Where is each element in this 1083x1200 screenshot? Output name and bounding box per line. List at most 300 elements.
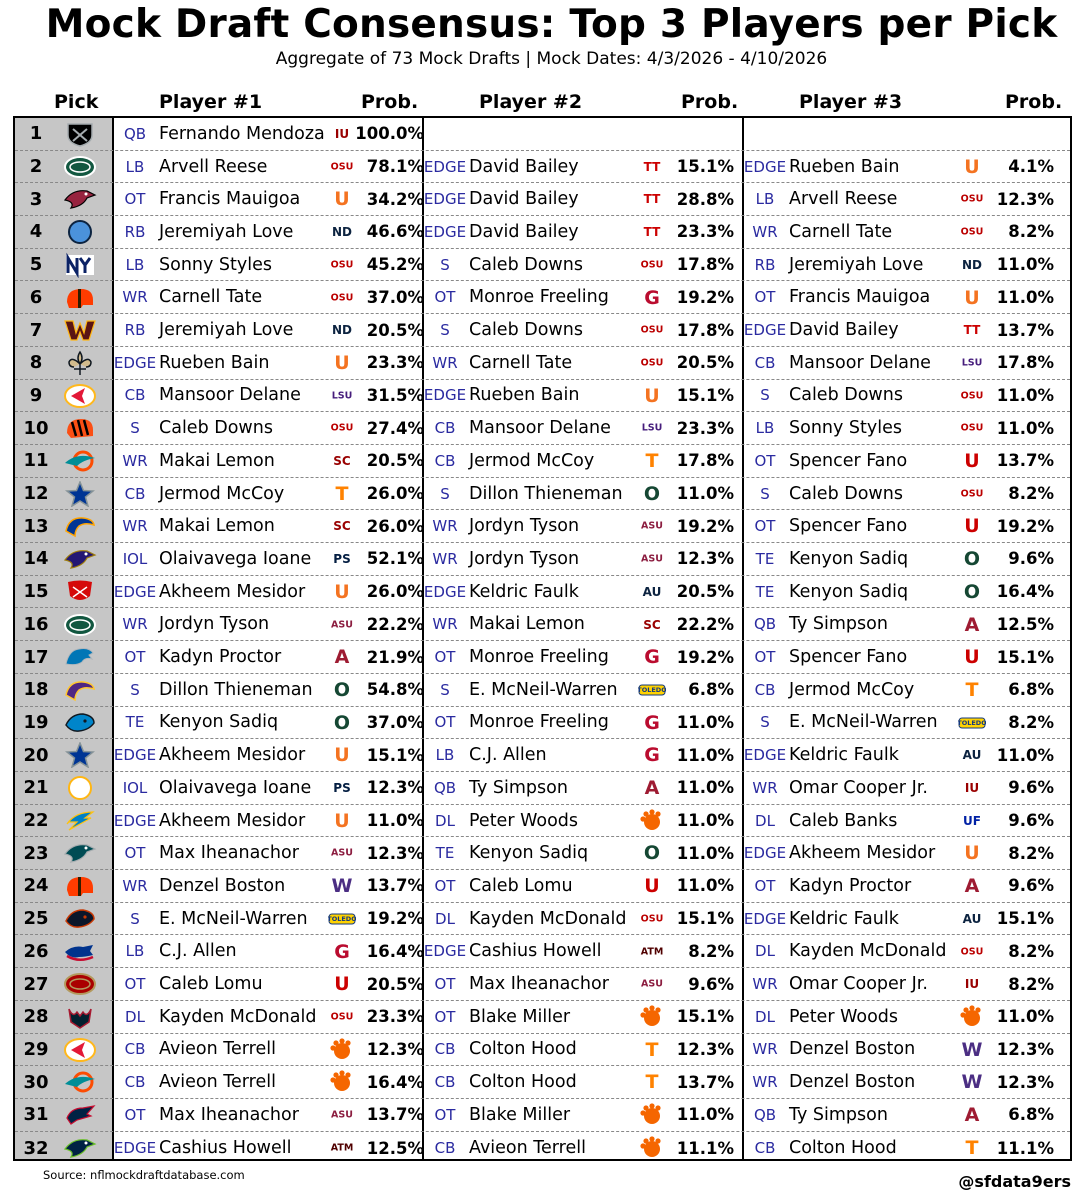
patriots-logo-icon bbox=[63, 1102, 97, 1128]
svg-text:OSU: OSU bbox=[960, 193, 984, 205]
pick-number: 23 bbox=[23, 842, 49, 864]
svg-text:U: U bbox=[964, 646, 980, 669]
probability: 11.0% bbox=[676, 1105, 734, 1125]
player-name: Makai Lemon bbox=[469, 614, 585, 635]
probability: 6.8% bbox=[1008, 1105, 1054, 1125]
probability: 20.5% bbox=[676, 353, 734, 373]
probability: 19.2% bbox=[676, 516, 734, 536]
probability: 8.2% bbox=[1008, 941, 1054, 961]
svg-text:U: U bbox=[334, 973, 350, 996]
svg-text:ND: ND bbox=[331, 323, 353, 338]
probability: 19.2% bbox=[996, 516, 1054, 536]
probability: 17.8% bbox=[676, 255, 734, 275]
position-label: CB bbox=[124, 484, 146, 503]
table-row bbox=[15, 282, 1070, 315]
svg-text:ASU: ASU bbox=[331, 847, 353, 859]
player-name: Caleb Banks bbox=[789, 810, 898, 831]
position-label: CB bbox=[754, 353, 776, 372]
svg-text:UF: UF bbox=[963, 813, 981, 828]
svg-text:AU: AU bbox=[642, 584, 662, 599]
probability: 11.0% bbox=[676, 876, 734, 896]
position-label: CB bbox=[124, 1073, 146, 1092]
probability: 23.3% bbox=[366, 1007, 424, 1027]
player-name: C.J. Allen bbox=[159, 941, 237, 962]
probability: 37.0% bbox=[366, 712, 424, 732]
pick-number: 10 bbox=[23, 417, 49, 439]
player-name: Max Iheanachor bbox=[159, 1104, 299, 1125]
position-label: QB bbox=[123, 124, 147, 143]
table-row bbox=[15, 380, 1070, 413]
probability: 17.8% bbox=[676, 320, 734, 340]
probability: 11.0% bbox=[676, 484, 734, 504]
position-label: S bbox=[130, 680, 140, 699]
probability: 45.2% bbox=[366, 255, 424, 275]
probability: 15.1% bbox=[996, 647, 1054, 667]
position-label: LB bbox=[125, 942, 145, 961]
svg-text:T: T bbox=[645, 450, 659, 472]
probability: 23.3% bbox=[676, 418, 734, 438]
jets-logo-icon bbox=[63, 154, 97, 180]
position-label: OT bbox=[434, 1007, 456, 1026]
svg-text:ND: ND bbox=[331, 225, 353, 240]
svg-text:OSU: OSU bbox=[960, 946, 984, 957]
probability: 37.0% bbox=[366, 287, 424, 307]
probability: 26.0% bbox=[366, 516, 424, 536]
position-label: EDGE bbox=[423, 386, 467, 405]
position-label: WR bbox=[432, 615, 458, 634]
player-name: David Bailey bbox=[789, 320, 899, 341]
table-row bbox=[15, 968, 1070, 1001]
position-label: OT bbox=[754, 517, 776, 536]
pick-number: 17 bbox=[23, 646, 49, 668]
svg-text:W: W bbox=[331, 875, 353, 898]
probability: 13.7% bbox=[996, 451, 1054, 471]
pick-number: 15 bbox=[23, 581, 49, 603]
position-label: QB bbox=[753, 615, 777, 634]
svg-text:OSU: OSU bbox=[960, 422, 984, 434]
pick-number: 9 bbox=[29, 384, 43, 406]
player-name: Avieon Terrell bbox=[159, 1039, 276, 1060]
pick-number: 27 bbox=[23, 973, 49, 995]
player-name: Caleb Lomu bbox=[469, 875, 573, 896]
svg-text:U: U bbox=[964, 286, 980, 309]
player-name: Caleb Lomu bbox=[159, 974, 263, 995]
svg-text:IU: IU bbox=[964, 781, 980, 795]
svg-text:OSU: OSU bbox=[960, 226, 984, 238]
player-name: Francis Mauigoa bbox=[789, 287, 931, 308]
player-name: Colton Hood bbox=[469, 1072, 577, 1093]
svg-text:U: U bbox=[334, 188, 350, 211]
player-name: Fernando Mendoza bbox=[159, 123, 325, 144]
probability: 19.2% bbox=[676, 287, 734, 307]
table-row bbox=[15, 1001, 1070, 1034]
player-name: Caleb Downs bbox=[789, 483, 903, 504]
position-label: CB bbox=[754, 1139, 776, 1158]
probability: 8.2% bbox=[1008, 484, 1054, 504]
probability: 22.2% bbox=[676, 614, 734, 634]
probability: 28.8% bbox=[676, 189, 734, 209]
svg-text:T: T bbox=[965, 678, 979, 701]
probability: 9.6% bbox=[688, 974, 734, 994]
svg-text:ASU: ASU bbox=[331, 619, 353, 630]
probability: 12.3% bbox=[676, 549, 734, 569]
player-name: Ty Simpson bbox=[789, 1104, 888, 1125]
svg-text:U: U bbox=[964, 842, 980, 865]
svg-text:ND: ND bbox=[961, 257, 983, 272]
jets-logo-icon bbox=[63, 612, 97, 638]
player-name: Rueben Bain bbox=[789, 156, 900, 177]
table-row bbox=[15, 1099, 1070, 1132]
table-row bbox=[15, 609, 1070, 642]
svg-text:A: A bbox=[964, 875, 980, 898]
svg-text:U: U bbox=[644, 875, 660, 898]
player-name: Akheem Mesidor bbox=[159, 745, 306, 766]
svg-text:G: G bbox=[334, 940, 350, 963]
probability: 11.0% bbox=[676, 778, 734, 798]
probability: 17.8% bbox=[996, 353, 1054, 373]
player-name: C.J. Allen bbox=[469, 745, 547, 766]
player-name: Monroe Freeling bbox=[469, 647, 609, 668]
probability: 9.6% bbox=[1008, 549, 1054, 569]
svg-text:W: W bbox=[961, 1038, 983, 1061]
player-name: Denzel Boston bbox=[789, 1072, 916, 1093]
position-label: TE bbox=[125, 713, 145, 732]
position-label: OT bbox=[434, 1105, 456, 1124]
position-label: DL bbox=[125, 1007, 145, 1026]
position-label: OT bbox=[754, 876, 776, 895]
pick-number: 8 bbox=[29, 352, 43, 374]
position-label: OT bbox=[124, 975, 146, 994]
position-label: QB bbox=[433, 778, 457, 797]
position-label: DL bbox=[755, 942, 775, 961]
probability: 8.2% bbox=[1008, 974, 1054, 994]
player-name: Kayden McDonald bbox=[469, 908, 627, 929]
eagles-logo-icon bbox=[63, 840, 97, 866]
table-row bbox=[15, 707, 1070, 740]
player-name: Caleb Downs bbox=[469, 254, 583, 275]
player-name: Mansoor Delane bbox=[159, 385, 301, 406]
raiders-logo-icon bbox=[63, 121, 97, 147]
author-handle: @sfdata9ers bbox=[958, 1172, 1071, 1191]
pick-number: 3 bbox=[29, 188, 43, 210]
pick-number: 22 bbox=[23, 810, 49, 832]
player-name: Jordyn Tyson bbox=[469, 548, 580, 569]
pick-number: 24 bbox=[23, 875, 49, 897]
pick-number: 29 bbox=[23, 1038, 49, 1060]
player-name: Kenyon Sadiq bbox=[159, 712, 279, 733]
svg-text:U: U bbox=[334, 744, 350, 767]
position-label: S bbox=[440, 484, 450, 503]
player-name: Denzel Boston bbox=[789, 1039, 916, 1060]
table-row bbox=[15, 1132, 1070, 1165]
header-player-2: Player #2 bbox=[479, 91, 583, 113]
header-prob-2: Prob. bbox=[681, 91, 739, 113]
probability: 100.0% bbox=[355, 124, 424, 144]
player-name: Jordyn Tyson bbox=[159, 614, 270, 635]
position-label: OT bbox=[434, 975, 456, 994]
position-label: CB bbox=[124, 1040, 146, 1059]
position-label: EDGE bbox=[743, 844, 787, 863]
probability: 11.0% bbox=[676, 843, 734, 863]
header-pick: Pick bbox=[54, 91, 99, 113]
position-label: OT bbox=[124, 190, 146, 209]
player-name: Monroe Freeling bbox=[469, 712, 609, 733]
player-name: Olaivavega Ioane bbox=[159, 548, 312, 569]
player-name: Jeremiyah Love bbox=[159, 221, 294, 242]
probability: 12.3% bbox=[996, 189, 1054, 209]
player-name: Francis Mauigoa bbox=[159, 189, 301, 210]
player-name: Keldric Faulk bbox=[789, 908, 899, 929]
pick-number: 26 bbox=[23, 940, 49, 962]
probability: 15.1% bbox=[676, 157, 734, 177]
player-name: David Bailey bbox=[469, 221, 579, 242]
player-name: E. McNeil-Warren bbox=[789, 712, 938, 733]
position-label: RB bbox=[124, 222, 146, 241]
probability: 16.4% bbox=[996, 582, 1054, 602]
player-name: Cashius Howell bbox=[469, 941, 602, 962]
pick-number: 13 bbox=[23, 515, 49, 537]
table-row bbox=[15, 837, 1070, 870]
probability: 4.1% bbox=[1008, 157, 1054, 177]
probability: 12.3% bbox=[996, 1039, 1054, 1059]
source-note: Source: nflmockdraftdatabase.com bbox=[43, 1168, 245, 1182]
svg-text:A: A bbox=[644, 777, 660, 799]
49ers-logo-icon bbox=[63, 971, 97, 997]
svg-text:T: T bbox=[645, 1038, 659, 1061]
player-name: Max Iheanachor bbox=[159, 843, 299, 864]
svg-text:T: T bbox=[965, 1136, 979, 1159]
player-name: Colton Hood bbox=[789, 1138, 897, 1159]
player-name: Akheem Mesidor bbox=[789, 843, 936, 864]
probability: 8.2% bbox=[1008, 843, 1054, 863]
position-label: LB bbox=[755, 419, 775, 438]
player-name: Ty Simpson bbox=[789, 614, 888, 635]
position-label: EDGE bbox=[113, 1139, 157, 1158]
probability: 15.1% bbox=[676, 1007, 734, 1027]
player-name: Akheem Mesidor bbox=[159, 810, 306, 831]
position-label: DL bbox=[755, 811, 775, 830]
probability: 6.8% bbox=[1008, 680, 1054, 700]
pick-number: 14 bbox=[23, 548, 49, 570]
player-name: Kenyon Sadiq bbox=[789, 548, 909, 569]
position-label: S bbox=[440, 680, 450, 699]
position-label: EDGE bbox=[113, 811, 157, 830]
svg-text:ATM: ATM bbox=[330, 1142, 354, 1154]
player-name: Carnell Tate bbox=[789, 221, 893, 242]
svg-text:G: G bbox=[644, 646, 660, 669]
position-label: EDGE bbox=[743, 746, 787, 765]
position-label: EDGE bbox=[113, 746, 157, 765]
table-row bbox=[15, 510, 1070, 543]
position-label: EDGE bbox=[423, 157, 467, 176]
position-label: EDGE bbox=[113, 582, 157, 601]
player-name: Monroe Freeling bbox=[469, 287, 609, 308]
chiefs-logo-icon bbox=[63, 383, 97, 409]
draft-board bbox=[13, 116, 1072, 1161]
svg-text:U: U bbox=[644, 384, 660, 407]
position-label: OT bbox=[434, 876, 456, 895]
pick-number: 25 bbox=[23, 908, 49, 930]
table-row bbox=[15, 576, 1070, 609]
probability: 9.6% bbox=[1008, 876, 1054, 896]
probability: 16.4% bbox=[366, 941, 424, 961]
svg-text:O: O bbox=[643, 842, 661, 865]
probability: 46.6% bbox=[366, 222, 424, 242]
player-name: Keldric Faulk bbox=[469, 581, 579, 602]
player-name: Carnell Tate bbox=[159, 287, 263, 308]
giants-logo-icon bbox=[63, 252, 97, 278]
table-row bbox=[15, 412, 1070, 445]
player-name: Kadyn Proctor bbox=[159, 647, 282, 668]
position-label: EDGE bbox=[423, 190, 467, 209]
player-name: Mansoor Delane bbox=[469, 418, 611, 439]
player-name: Sonny Styles bbox=[159, 254, 272, 275]
probability: 8.2% bbox=[1008, 712, 1054, 732]
player-name: Jeremiyah Love bbox=[159, 320, 294, 341]
table-row bbox=[15, 445, 1070, 478]
page-subtitle: Aggregate of 73 Mock Drafts | Mock Dates: 4/3/2026 - 4/10/2026 bbox=[275, 49, 828, 69]
position-label: WR bbox=[752, 222, 778, 241]
position-label: EDGE bbox=[743, 909, 787, 928]
position-label: WR bbox=[752, 778, 778, 797]
vikings-logo-icon bbox=[63, 677, 97, 703]
header-prob-1: Prob. bbox=[361, 91, 419, 113]
svg-text:U: U bbox=[334, 351, 350, 374]
table-row bbox=[15, 1066, 1070, 1099]
svg-text:OSU: OSU bbox=[330, 422, 354, 434]
svg-text:OSU: OSU bbox=[960, 488, 984, 500]
dolphins-logo-icon bbox=[63, 448, 97, 474]
table-row bbox=[15, 805, 1070, 838]
probability: 9.6% bbox=[1008, 811, 1054, 831]
player-name: Caleb Downs bbox=[789, 385, 903, 406]
probability: 22.2% bbox=[366, 614, 424, 634]
svg-text:OSU: OSU bbox=[640, 913, 664, 925]
svg-text:O: O bbox=[333, 711, 351, 734]
player-name: Omar Cooper Jr. bbox=[789, 974, 928, 995]
position-label: RB bbox=[124, 321, 146, 340]
probability: 12.3% bbox=[996, 1072, 1054, 1092]
ravens-logo-icon bbox=[63, 546, 97, 572]
svg-text:PS: PS bbox=[333, 781, 351, 795]
probability: 11.0% bbox=[996, 745, 1054, 765]
player-name: Jeremiyah Love bbox=[789, 254, 924, 275]
position-label: LB bbox=[435, 746, 455, 765]
probability: 8.2% bbox=[1008, 222, 1054, 242]
position-label: EDGE bbox=[423, 222, 467, 241]
player-name: Max Iheanachor bbox=[469, 974, 609, 995]
table-row bbox=[15, 183, 1070, 216]
bears-logo-icon bbox=[63, 906, 97, 932]
svg-text:ATM: ATM bbox=[640, 946, 664, 957]
svg-text:A: A bbox=[334, 646, 350, 669]
probability: 15.1% bbox=[676, 385, 734, 405]
player-name: Kadyn Proctor bbox=[789, 875, 912, 896]
probability: 23.3% bbox=[676, 222, 734, 242]
svg-text:OSU: OSU bbox=[640, 324, 664, 336]
probability: 16.4% bbox=[366, 1072, 424, 1092]
table-row bbox=[15, 151, 1070, 184]
browns-logo-icon bbox=[63, 873, 97, 899]
probability: 8.2% bbox=[688, 941, 734, 961]
position-label: WR bbox=[122, 451, 148, 470]
texans-logo-icon bbox=[63, 1004, 97, 1030]
player-name: Omar Cooper Jr. bbox=[789, 777, 928, 798]
pick-number: 19 bbox=[23, 711, 49, 733]
player-name: Dillon Thieneman bbox=[159, 679, 313, 700]
svg-text:AU: AU bbox=[962, 748, 982, 763]
probability: 12.3% bbox=[366, 843, 424, 863]
svg-text:TOLEDO: TOLEDO bbox=[328, 914, 356, 923]
position-label: DL bbox=[435, 811, 455, 830]
svg-text:ASU: ASU bbox=[641, 978, 663, 990]
svg-text:W: W bbox=[961, 1071, 983, 1094]
cowboys-logo-icon bbox=[63, 481, 97, 507]
svg-text:ASU: ASU bbox=[641, 520, 663, 532]
probability: 15.1% bbox=[366, 745, 424, 765]
position-label: WR bbox=[432, 353, 458, 372]
player-name: E. McNeil-Warren bbox=[159, 908, 308, 929]
probability: 26.0% bbox=[366, 582, 424, 602]
svg-text:G: G bbox=[644, 711, 660, 734]
probability: 12.3% bbox=[676, 1039, 734, 1059]
probability: 13.7% bbox=[996, 320, 1054, 340]
svg-text:ASU: ASU bbox=[641, 553, 663, 565]
pick-number: 1 bbox=[29, 123, 43, 145]
player-name: Caleb Downs bbox=[469, 320, 583, 341]
header-prob-3: Prob. bbox=[1005, 91, 1063, 113]
position-label: S bbox=[440, 321, 450, 340]
pick-number: 12 bbox=[23, 483, 49, 505]
pick-number: 30 bbox=[23, 1071, 49, 1093]
svg-text:LSU: LSU bbox=[641, 422, 663, 434]
probability: 13.7% bbox=[366, 1105, 424, 1125]
lions-logo-icon bbox=[63, 644, 97, 670]
position-label: LB bbox=[755, 190, 775, 209]
probability: 12.3% bbox=[366, 778, 424, 798]
player-name: Makai Lemon bbox=[159, 450, 275, 471]
svg-text:OSU: OSU bbox=[640, 357, 664, 369]
position-label: OT bbox=[124, 844, 146, 863]
player-name: Denzel Boston bbox=[159, 875, 286, 896]
player-name: David Bailey bbox=[469, 189, 579, 210]
position-label: CB bbox=[434, 1139, 456, 1158]
rams-logo-icon bbox=[63, 513, 97, 539]
player-name: Rueben Bain bbox=[159, 352, 270, 373]
pick-number: 2 bbox=[29, 156, 43, 178]
probability: 9.6% bbox=[1008, 778, 1054, 798]
table-row bbox=[15, 478, 1070, 511]
probability: 12.5% bbox=[996, 614, 1054, 634]
player-name: Spencer Fano bbox=[789, 647, 908, 668]
player-name: Akheem Mesidor bbox=[159, 581, 306, 602]
pick-number: 28 bbox=[23, 1006, 49, 1028]
svg-text:TOLEDO: TOLEDO bbox=[958, 718, 986, 727]
bills-logo-icon bbox=[63, 939, 97, 965]
position-label: RB bbox=[754, 255, 776, 274]
position-label: EDGE bbox=[423, 582, 467, 601]
player-name: Peter Woods bbox=[469, 810, 578, 831]
player-name: E. McNeil-Warren bbox=[469, 679, 618, 700]
svg-text:IU: IU bbox=[964, 977, 980, 992]
probability: 11.0% bbox=[366, 811, 424, 831]
pick-number: 20 bbox=[23, 744, 49, 766]
position-label: S bbox=[440, 255, 450, 274]
svg-text:O: O bbox=[643, 482, 661, 505]
table-row bbox=[15, 118, 1070, 151]
player-name: Blake Miller bbox=[469, 1104, 571, 1125]
header-player-3: Player #3 bbox=[799, 91, 903, 113]
